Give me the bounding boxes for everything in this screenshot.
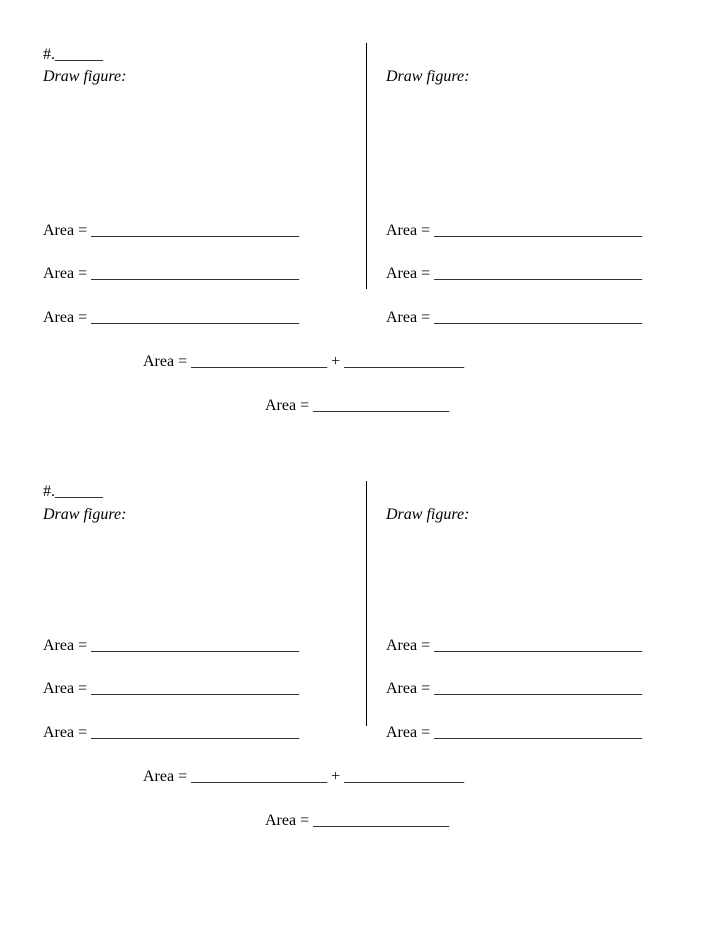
total-area-line: Area = _________________ [265, 812, 450, 829]
column-divider [366, 43, 367, 289]
right-area-line-3: Area = __________________________ [386, 724, 643, 741]
right-area-line-2: Area = __________________________ [386, 680, 643, 697]
problem-section-1 [0, 0, 728, 420]
left-area-line-2: Area = __________________________ [43, 680, 300, 697]
sum-area-line: Area = _________________ + _______________ [143, 768, 465, 785]
sum-area-line: Area = _________________ + _______________ [143, 353, 465, 370]
left-draw-figure-label: Draw figure: [43, 506, 127, 523]
left-area-line-3: Area = __________________________ [43, 724, 300, 741]
right-draw-figure-label: Draw figure: [386, 506, 470, 523]
column-divider [366, 481, 367, 726]
problem-section-2 [0, 437, 728, 857]
right-area-line-1: Area = __________________________ [386, 637, 643, 654]
left-area-line-1: Area = __________________________ [43, 222, 300, 239]
problem-number-label: #.______ [43, 46, 103, 63]
left-area-line-3: Area = __________________________ [43, 309, 300, 326]
left-area-line-2: Area = __________________________ [43, 265, 300, 282]
left-area-line-1: Area = __________________________ [43, 637, 300, 654]
right-area-line-3: Area = __________________________ [386, 309, 643, 326]
right-area-line-2: Area = __________________________ [386, 265, 643, 282]
problem-number-label: #.______ [43, 483, 103, 500]
right-draw-figure-label: Draw figure: [386, 68, 470, 85]
left-draw-figure-label: Draw figure: [43, 68, 127, 85]
right-area-line-1: Area = __________________________ [386, 222, 643, 239]
total-area-line: Area = _________________ [265, 397, 450, 414]
